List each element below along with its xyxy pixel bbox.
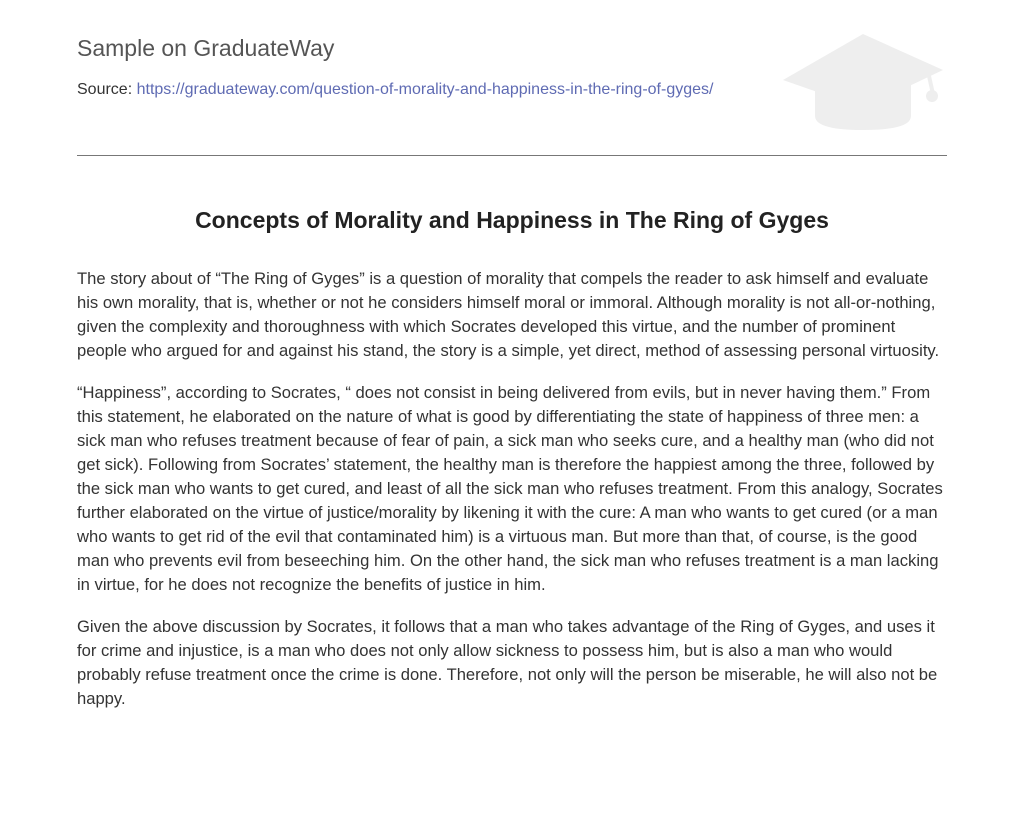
document-title: Concepts of Morality and Happiness in The Ring of Gyges [195, 207, 829, 233]
graduation-cap-icon [781, 30, 947, 134]
document-body [77, 267, 947, 729]
source-link[interactable]: https://graduateway.com/question-of-morality-and-happiness-in-the-ring-of-gyges/ [136, 81, 714, 98]
paragraph: The story about of “The Ring of Gyges” is a question of morality that compels the reader to ask himself and evaluate his own morality, that is, whether or not he considers himself moral or immoral. Although morality is not all-or-nothing, given the complexity and thoroughness with which Socrates developed this virtue, and the number of prominent people who argued for and against his stand, the story is a simple, yet direct, method of assessing personal virtuosity. [77, 269, 940, 360]
header-divider [77, 155, 947, 156]
paragraph: Given the above discussion by Socrates, it follows that a man who takes advantage of the Ring of Gyges, and uses it for crime and injustice, is a man who does not only allow sickness to possess him, but is also a man who would probably refuse treatment once the crime is done. Therefore, not only will the person be miserable, he will also not be happy. [77, 617, 938, 708]
source-line [77, 79, 757, 100]
page-header [77, 0, 947, 156]
site-title: Sample on GraduateWay [77, 35, 335, 61]
source-label: Source: [77, 81, 133, 98]
paragraph: “Happiness”, according to Socrates, “ does not consist in being delivered from evils, but in never having them.” From this statement, he elaborated on the nature of what is good by differentiating the state of happiness of three men: a sick man who refuses treatment because of fear of pain, a sick man who seeks cure, and a healthy man (who did not get sick). Following from Socrates’ statement, the healthy man is therefore the happiest among the three, followed by the sick man who wants to get cured, and least of all the sick man who refuses treatment. From this analogy, Socrates further elaborated on the virtue of justice/morality by likening it with the cure: A man who wants to get cured (or a man who wants to get rid of the evil that contaminated him) is a virtuous man. But more than that, of course, is the good man who prevents evil from beseeching him. On the other hand, the sick man who refuses treatment is a man lacking in virtue, for he does not recognize the benefits of justice in him. [77, 383, 943, 594]
